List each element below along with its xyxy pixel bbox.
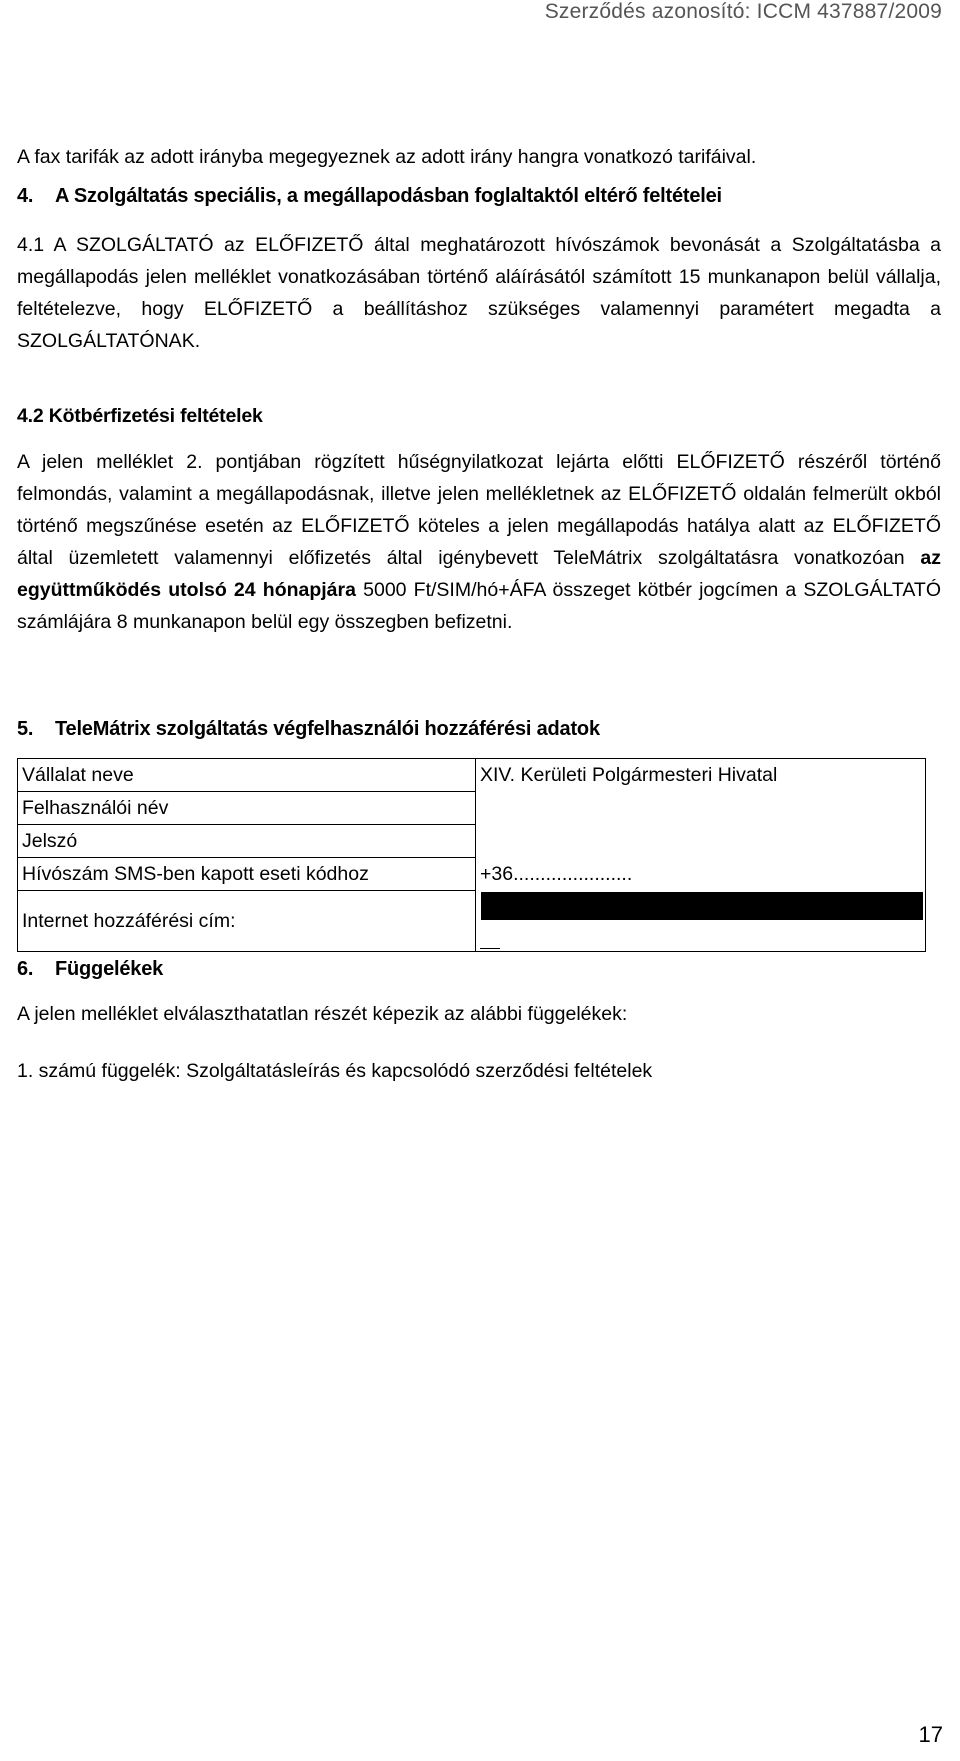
row-label: Vállalat neve xyxy=(18,759,476,792)
row-value xyxy=(476,825,926,858)
table-row xyxy=(18,759,926,792)
underline-tail xyxy=(480,948,500,949)
row-label: Jelszó xyxy=(18,825,476,858)
paragraph-4-2-emphasis: az együttműködés utolsó 24 hónapjára xyxy=(17,547,941,601)
paragraph-4-2-text-b: 5000 Ft/SIM/hó+ÁFA összeget kötbér jogcímen a SZOLGÁLTATÓ számlájára 8 munkanapon belül egy összegben befizetni. xyxy=(17,579,941,633)
row-value xyxy=(476,792,926,825)
redaction-block xyxy=(481,892,923,920)
intro-paragraph: A fax tarifák az adott irányba megegyeznek az adott irány hangra vonatkozó tarifáival. xyxy=(17,146,757,168)
contract-id-header: Szerződés azonosító: ICCM 437887/2009 xyxy=(544,0,942,23)
row-label: Internet hozzáférési cím: xyxy=(18,891,476,952)
table-row xyxy=(18,792,926,825)
row-value: +36...................... xyxy=(476,858,926,891)
appendix-intro: A jelen melléklet elválaszthatatlan részét képezik az alábbi függelékek: xyxy=(17,1003,628,1025)
redacted-address-cell xyxy=(476,891,926,952)
paragraph-4-1: 4.1 A SZOLGÁLTATÓ az ELŐFIZETŐ által meghatározott hívószámok bevonását a Szolgáltatásba a megállapodás jelen melléklet vonatkozásában történő aláírásától számított 15 munkanapon belül vállalja, feltételezve, hogy ELŐFIZETŐ a beállításhoz szükséges valamennyi paramétert megadta a SZOLGÁLTATÓNAK. xyxy=(17,234,941,352)
page-number: 17 xyxy=(918,1722,943,1747)
section-6-heading xyxy=(17,955,163,983)
section-5-heading xyxy=(17,715,600,743)
section-4-number: 4. xyxy=(17,185,34,207)
row-label: Hívószám SMS-ben kapott eseti kódhoz xyxy=(18,858,476,891)
table-row xyxy=(18,825,926,858)
row-label: Felhasználói név xyxy=(18,792,476,825)
appendix-item: 1. számú függelék: Szolgáltatásleírás és kapcsolódó szerződési feltételek xyxy=(17,1060,653,1082)
section-4-title: A Szolgáltatás speciális, a megállapodásban foglaltaktól eltérő feltételei xyxy=(55,185,722,207)
section-4-heading xyxy=(17,182,722,210)
section-5-number: 5. xyxy=(17,718,34,740)
section-6-number: 6. xyxy=(17,958,34,980)
section-5-title: TeleMátrix szolgáltatás végfelhasználói hozzáférési adatok xyxy=(55,718,600,740)
section-4-2-heading: 4.2 Kötbérfizetési feltételek xyxy=(17,405,263,427)
section-6-title: Függelékek xyxy=(55,958,164,980)
table-row xyxy=(18,858,926,891)
table-row xyxy=(18,891,926,952)
row-value: XIV. Kerületi Polgármesteri Hivatal xyxy=(476,759,926,792)
paragraph-4-2 xyxy=(17,446,941,638)
access-data-table xyxy=(17,758,926,952)
paragraph-4-2-text-a: A jelen melléklet 2. pontjában rögzített hűségnyilatkozat lejárta előtti ELŐFIZETŐ részéről történő felmondás, valamint a megállapodásnak, illetve jelen mellékletnek az ELŐFIZETŐ oldalán felmerült okból történő megszűnése esetén az ELŐFIZETŐ köteles a jelen megállapodás hatálya alatt az ELŐFIZETŐ által üzemletett valamennyi előfizetés által igénybevett TeleMátrix szolgáltatásra vonatkozóan xyxy=(17,451,941,569)
